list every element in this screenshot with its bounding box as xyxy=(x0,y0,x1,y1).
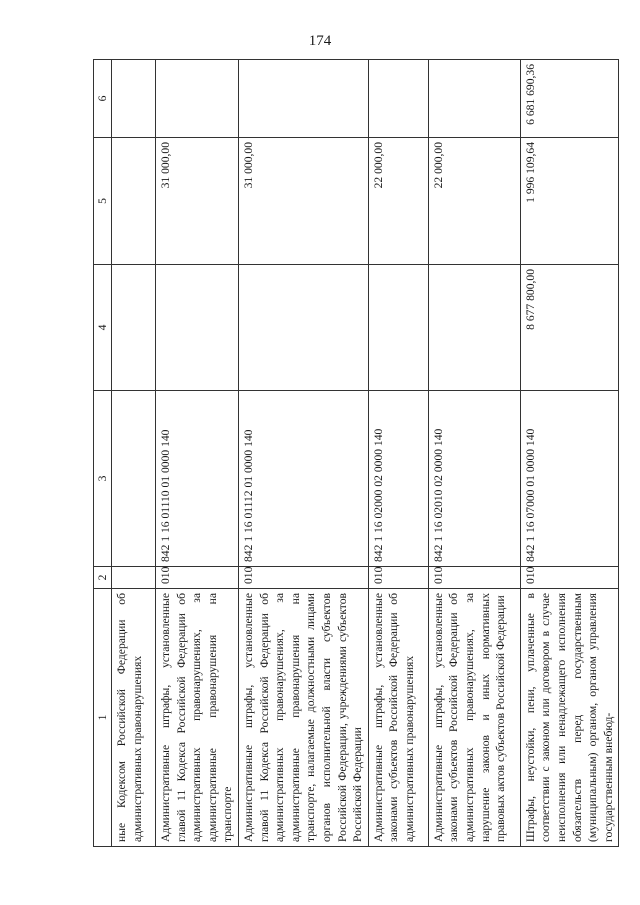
row-name: Административные штрафы, установленные законами субъектов Российской Федерации об административных правонарушениях xyxy=(368,589,428,847)
table-row xyxy=(238,60,368,847)
row-col6 xyxy=(428,60,520,138)
table-row xyxy=(520,60,619,847)
row-col5: 31 000,00 xyxy=(238,138,368,265)
header-col-6: 6 xyxy=(94,60,112,138)
row-col4 xyxy=(428,265,520,391)
table-row xyxy=(428,60,520,847)
row-col4 xyxy=(156,265,239,391)
row-code: 010 xyxy=(368,567,428,589)
row-kbk xyxy=(112,391,156,567)
rotated-table-container xyxy=(93,60,615,847)
row-code: 010 xyxy=(156,567,239,589)
row-name: Административные штрафы, установленные главой 11 Кодекса Российской Федерации об административных правонарушениях, за административные правонарушения на транспорте xyxy=(156,589,239,847)
header-col-3: 3 xyxy=(94,391,112,567)
row-code: 010 xyxy=(520,567,619,589)
table-row xyxy=(112,60,156,847)
row-code: 010 xyxy=(238,567,368,589)
row-col5: 22 000,00 xyxy=(428,138,520,265)
row-col6 xyxy=(112,60,156,138)
page-number: 174 xyxy=(308,33,332,49)
header-col-5: 5 xyxy=(94,138,112,265)
row-col6 xyxy=(156,60,239,138)
row-col5: 22 000,00 xyxy=(368,138,428,265)
row-col4 xyxy=(368,265,428,391)
row-name: Административные штрафы, установленные законами субъектов Российской Федерации об административных правонарушениях, за нарушение законов и иных нормативных правовых актов субъектов Российской Федерации xyxy=(428,589,520,847)
row-col6 xyxy=(238,60,368,138)
row-col5 xyxy=(112,138,156,265)
table-header-row xyxy=(94,60,112,847)
row-kbk: 842 1 16 01110 01 0000 140 xyxy=(156,391,239,567)
row-name: ные Кодексом Российской Федерации об административных правонарушениях xyxy=(112,589,156,847)
row-col5: 1 996 109,64 xyxy=(520,138,619,265)
row-name: Административные штрафы, установленные главой 11 Кодекса Российской Федерации об административных правонарушениях, за административные правонарушения на транспорте, налагаемые должностными лицами органов исполнительной власти субъектов Российской Федерации, учреждениями субъектов Российской Федерации xyxy=(238,589,368,847)
row-col4 xyxy=(112,265,156,391)
row-kbk: 842 1 16 02010 02 0000 140 xyxy=(428,391,520,567)
row-col6: 6 681 690,36 xyxy=(520,60,619,138)
row-code: 010 xyxy=(428,567,520,589)
row-col4 xyxy=(238,265,368,391)
row-kbk: 842 1 16 02000 02 0000 140 xyxy=(368,391,428,567)
row-name: Штрафы, неустойки, пени, уплаченные в соответствии с законом или договором в случае неисполнения или ненадлежащего исполнения обязательств перед государственным (муниципальным) органом, органом управления государственным внебюд- xyxy=(520,589,619,847)
row-col5: 31 000,00 xyxy=(156,138,239,265)
header-col-2: 2 xyxy=(94,567,112,589)
row-col6 xyxy=(368,60,428,138)
header-col-4: 4 xyxy=(94,265,112,391)
header-col-1: 1 xyxy=(94,589,112,847)
row-code xyxy=(112,567,156,589)
row-kbk: 842 1 16 07000 01 0000 140 xyxy=(520,391,619,567)
row-col4: 8 677 800,00 xyxy=(520,265,619,391)
table-row xyxy=(368,60,428,847)
table-row xyxy=(156,60,239,847)
row-kbk: 842 1 16 01112 01 0000 140 xyxy=(238,391,368,567)
revenue-table xyxy=(93,59,619,847)
